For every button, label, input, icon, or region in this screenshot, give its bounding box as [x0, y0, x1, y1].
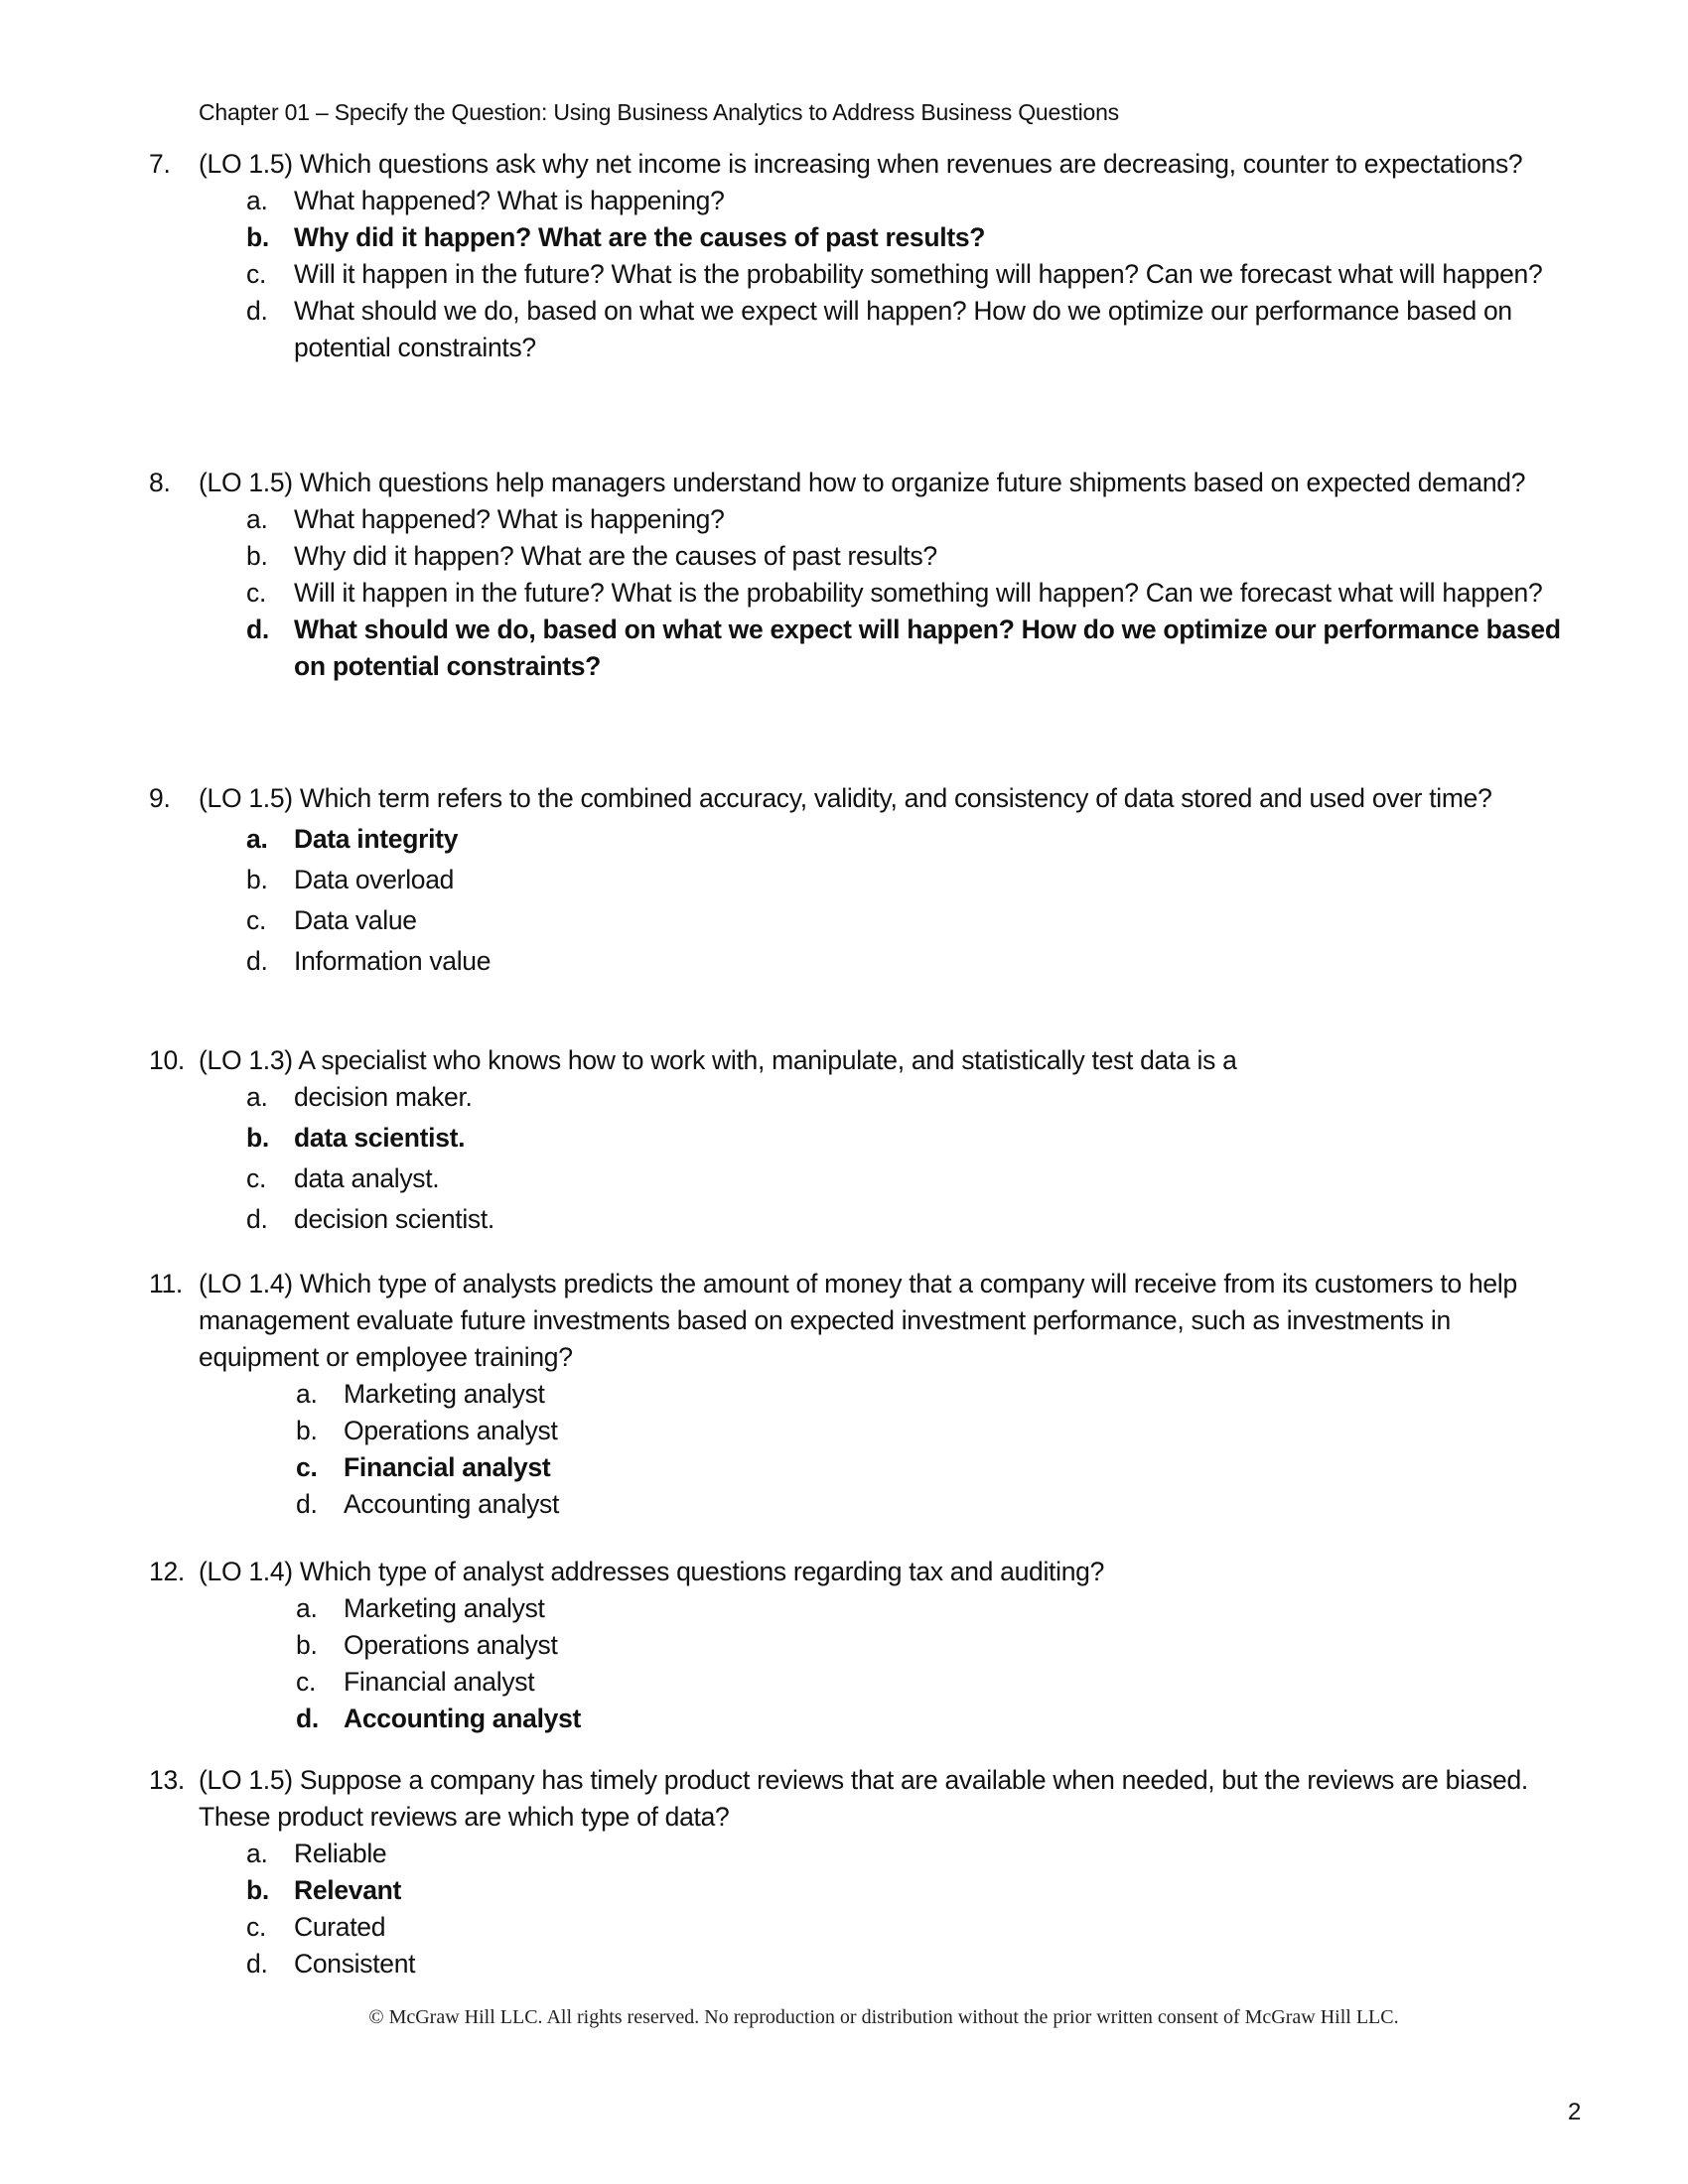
question-text: (LO 1.4) Which type of analysts predicts the amount of money that a company will receive from its customers to help management evaluate future investments based on expected investment performance, such as investments in equipment or employee training? — [199, 1269, 1517, 1372]
option-c — [246, 1909, 1599, 1946]
option-c-correct — [296, 1449, 1599, 1486]
option-text: Why did it happen? What are the causes of past results? — [294, 541, 937, 571]
answer-options — [246, 1077, 1599, 1240]
option-letter: d. — [246, 614, 269, 644]
option-a — [296, 1376, 1599, 1413]
option-text: Will it happen in the future? What is the probability something will happen? Can we forecast what will happen? — [294, 578, 1543, 608]
answer-options — [246, 183, 1599, 366]
question-number: 13. — [149, 1765, 185, 1795]
question-10 — [149, 1042, 1599, 1240]
option-letter: a. — [246, 504, 268, 534]
option-c — [296, 1664, 1599, 1701]
option-letter: d. — [246, 1204, 268, 1234]
option-letter: c. — [246, 259, 267, 289]
option-letter: b. — [246, 222, 269, 252]
option-a — [246, 1077, 1599, 1118]
option-c — [246, 900, 1599, 941]
option-c — [246, 575, 1599, 612]
option-d-correct — [296, 1701, 1599, 1737]
option-text: Reliable — [294, 1839, 387, 1868]
option-a — [246, 501, 1599, 538]
option-d — [246, 1946, 1599, 1982]
option-text: What should we do, based on what we expect will happen? How do we optimize our performance based on potential constraints? — [294, 614, 1561, 681]
option-letter: a. — [246, 1082, 268, 1112]
option-letter: c. — [296, 1452, 318, 1482]
option-text: Operations analyst — [344, 1416, 558, 1445]
question-number: 10. — [149, 1045, 185, 1075]
option-d — [246, 941, 1599, 982]
option-text: Curated — [294, 1912, 386, 1942]
option-d — [246, 1199, 1599, 1240]
question-text: (LO 1.5) Which questions ask why net income is increasing when revenues are decreasing, counter to expectations? — [199, 149, 1523, 179]
option-b — [296, 1413, 1599, 1449]
option-text: data analyst. — [294, 1163, 440, 1193]
option-text: decision scientist. — [294, 1204, 494, 1234]
option-letter: c. — [246, 1163, 267, 1193]
option-letter: d. — [246, 946, 268, 976]
question-text: (LO 1.3) A specialist who knows how to work with, manipulate, and statistically test data is a — [199, 1045, 1237, 1075]
option-text: Operations analyst — [344, 1630, 558, 1660]
option-a — [296, 1590, 1599, 1627]
option-letter: d. — [246, 296, 268, 326]
option-text: Accounting analyst — [344, 1704, 582, 1733]
page-number: 2 — [1568, 2099, 1582, 2125]
option-b — [246, 538, 1599, 575]
question-text: (LO 1.4) Which type of analyst addresses questions regarding tax and auditing? — [199, 1557, 1105, 1586]
option-text: Information value — [294, 946, 492, 976]
option-text: What happened? What is happening? — [294, 504, 725, 534]
option-text: Financial analyst — [344, 1452, 551, 1482]
option-letter: d. — [296, 1489, 318, 1519]
question-12 — [149, 1554, 1599, 1737]
option-letter: b. — [246, 1875, 269, 1905]
option-letter: b. — [246, 865, 268, 894]
option-text: Why did it happen? What are the causes of past results? — [294, 222, 986, 252]
question-8 — [149, 465, 1599, 685]
question-number: 7. — [149, 149, 171, 179]
option-b — [296, 1627, 1599, 1664]
option-text: Accounting analyst — [344, 1489, 560, 1519]
option-b-correct — [246, 1872, 1599, 1909]
option-b-correct — [246, 1118, 1599, 1159]
question-13 — [149, 1762, 1599, 1982]
answer-options — [296, 1590, 1599, 1737]
question-text: (LO 1.5) Suppose a company has timely product reviews that are available when needed, but the reviews are biased. These product reviews are which type of data? — [199, 1765, 1528, 1832]
option-letter: a. — [246, 824, 268, 854]
question-9 — [149, 780, 1599, 982]
option-text: Consistent — [294, 1949, 416, 1979]
answer-options — [246, 819, 1599, 982]
option-letter: b. — [296, 1630, 318, 1660]
option-text: Data value — [294, 905, 417, 935]
option-letter: a. — [246, 1839, 268, 1868]
option-letter: a. — [296, 1593, 318, 1623]
option-text: Marketing analyst — [344, 1593, 545, 1623]
option-a-correct — [246, 819, 1599, 860]
option-text: What happened? What is happening? — [294, 186, 725, 215]
option-letter: c. — [246, 1912, 267, 1942]
question-7 — [149, 146, 1599, 366]
option-c — [246, 256, 1599, 293]
answer-options — [246, 501, 1599, 685]
option-text: Will it happen in the future? What is the probability something will happen? Can we forecast what will happen? — [294, 259, 1543, 289]
option-text: Relevant — [294, 1875, 402, 1905]
option-d — [296, 1486, 1599, 1523]
copyright-footer: © McGraw Hill LLC. All rights reserved. No reproduction or distribution without the prior written consent of McGraw Hill LLC. — [368, 2006, 1399, 2028]
option-letter: b. — [296, 1416, 318, 1445]
option-text: data scientist. — [294, 1123, 466, 1153]
option-d — [246, 293, 1599, 366]
option-text: Data overload — [294, 865, 455, 894]
option-text: Marketing analyst — [344, 1379, 545, 1409]
option-letter: a. — [246, 186, 268, 215]
answer-options — [246, 1836, 1599, 1982]
question-11 — [149, 1266, 1599, 1523]
question-number: 12. — [149, 1557, 185, 1586]
option-d-correct — [246, 612, 1599, 685]
question-text: (LO 1.5) Which questions help managers understand how to organize future shipments based on expected demand? — [199, 468, 1526, 497]
option-letter: b. — [246, 1123, 269, 1153]
option-text: Data integrity — [294, 824, 459, 854]
option-letter: c. — [246, 578, 267, 608]
option-b — [246, 860, 1599, 900]
option-b-correct — [246, 219, 1599, 256]
option-text: What should we do, based on what we expect will happen? How do we optimize our performance based on potential constraints? — [294, 296, 1512, 362]
question-number: 8. — [149, 468, 171, 497]
option-a — [246, 1836, 1599, 1872]
answer-options — [296, 1376, 1599, 1523]
question-number: 11. — [149, 1269, 183, 1298]
option-letter: d. — [296, 1704, 319, 1733]
option-text: Financial analyst — [344, 1667, 535, 1697]
option-c — [246, 1159, 1599, 1199]
option-letter: d. — [246, 1949, 268, 1979]
question-number: 9. — [149, 783, 171, 813]
chapter-header: Chapter 01 – Specify the Question: Using Business Analytics to Address Business Questions — [199, 99, 1119, 125]
option-text: decision maker. — [294, 1082, 473, 1112]
question-text: (LO 1.5) Which term refers to the combined accuracy, validity, and consistency of data stored and used over time? — [199, 783, 1492, 813]
option-letter: c. — [296, 1667, 317, 1697]
option-letter: c. — [246, 905, 267, 935]
option-letter: a. — [296, 1379, 318, 1409]
option-letter: b. — [246, 541, 268, 571]
option-a — [246, 183, 1599, 219]
